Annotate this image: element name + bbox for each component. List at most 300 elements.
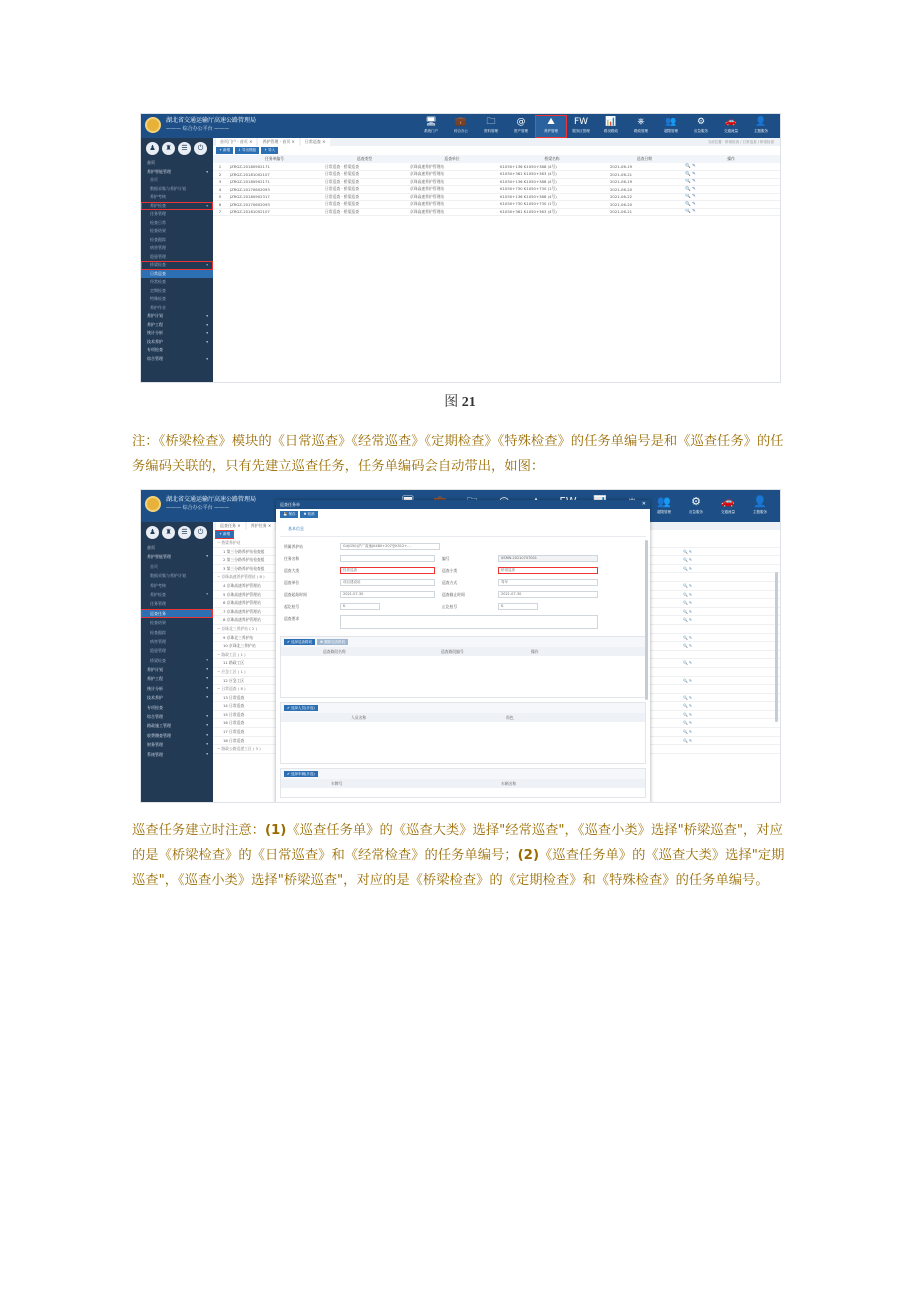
car-icon: 🚗 [725,117,737,127]
app-subtitle: ——— 综合办公平台 ——— [166,505,230,511]
chevron-down-icon: ▾ [206,203,208,208]
table-cell: K1050+136 K1050+388 (4号) [497,178,607,186]
shortcut-icon[interactable]: ♜ [162,142,175,155]
table-cell: 京珠高速养护管理站 [407,171,497,179]
table-cell: K1050+730 K1050+730 (1号) [497,186,607,194]
chevron-down-icon: ▾ [206,685,208,690]
table-cell: 2 [213,171,227,179]
table-cell: 2021-06-21 [607,208,682,216]
sidebar-item[interactable]: 技术养护 ▾ [141,338,213,347]
row-actions[interactable]: 🔍 ✎ [683,600,693,606]
tab[interactable]: 养护任务 × [247,522,276,530]
nav-item[interactable] [686,116,716,137]
task-form-modal [276,500,650,803]
sidebar-item[interactable]: 养护检查 ▾ [141,590,213,599]
nav-label: 交通流量 [724,129,738,133]
requirement-label: 巡查要求 [284,616,300,621]
table-cell: 日常巡查 · 桥梁巡查 [322,163,407,171]
nav-label: 资产管理 [514,129,528,133]
sidebar-item[interactable]: 首页 [147,160,155,165]
breadcrumb: 当前位置：桥梁检查 / 日常巡查 / 桥梁检查 [707,140,774,144]
group-row[interactable]: − 路政工区 ( 1 ) [213,651,780,660]
modal-toolbar [276,509,650,520]
start-date[interactable]: 2021-07-30 [340,591,435,598]
table-cell: K1050+361 K1050+363 (4号) [497,208,607,216]
logo-icon [145,117,161,133]
list-item[interactable]: 1 第三分路养护站检查组 🔍 ✎ [213,548,780,557]
table-row[interactable] [213,193,780,201]
table-cell: K1050+730 K1050+730 (1号) [497,201,607,209]
app-brand [145,117,256,133]
group-row[interactable]: − 应急工区 ( 1 ) [213,668,780,677]
road-icon: ⛰ [547,117,555,127]
list-item[interactable]: 18 日常巡查 🔍 ✎ [213,737,780,746]
chevron-down-icon: ▾ [206,676,208,681]
start-label: 巡查起始时间 [284,592,307,597]
sidebar-item[interactable]: 养护智能管理 ▾ [141,552,213,561]
chevron-down-icon: ▾ [206,591,208,596]
nav-label: 超限管理 [664,129,678,133]
section-button[interactable]: ✖ 删除巡查路段 [317,639,348,645]
table-cell: K1050+361 K1050+363 (4号) [497,171,607,179]
table-cell: 2021-06-20 [607,201,682,209]
sidebar-item[interactable]: 养护检查 ▾ [141,202,213,211]
row-actions[interactable]: 🔍 ✎ [682,193,780,201]
nav-item[interactable] [712,494,744,520]
to-label: 止讫桩号 [442,604,458,609]
para-rule-2: 《巡查任务单》的《巡查大类》选择"定期巡查"，《巡查小类》选择"桥梁巡查"，对应的是《桥梁检查》的《定期检查》和《特殊检查》的任务单编号。 [132,848,785,888]
sidebar-item[interactable]: 养护智能管理 ▾ [141,168,213,177]
sidebar-item[interactable]: 数据采集与养护计划 [150,573,186,579]
chevron-down-icon: ▾ [206,554,208,559]
nav-item[interactable] [536,116,566,137]
instruction-paragraph [132,818,792,893]
list-item[interactable]: 11 路政工区 🔍 ✎ [213,659,780,668]
caption-prefix: 图 [444,395,462,410]
row-actions[interactable]: 🔍 ✎ [683,582,693,588]
shortcut-icon[interactable]: ⏻ [194,526,207,539]
table-cell: JZRGZ-20180902171 [227,163,322,171]
section-routes [280,636,646,698]
sidebar-item[interactable]: 定期检查 [150,287,166,293]
table-cell: JZRGZ-20180902317 [227,193,322,201]
row-actions[interactable]: 🔍 ✎ [683,557,693,563]
row-actions[interactable]: 🔍 ✎ [683,643,693,649]
name-input[interactable] [340,555,435,562]
column-header: 人员名称 [351,715,367,720]
nav-item[interactable] [716,116,746,137]
row-actions[interactable]: 🔍 ✎ [683,565,693,571]
toolbar-button[interactable]: ⇩ 导出模板 [235,147,259,154]
table-cell: JZRGZ-20181002107 [227,171,322,179]
modal-button[interactable]: 💾 保存 [280,511,298,518]
sidebar-item[interactable]: 数据采集与养护计划 [150,185,186,191]
chevron-down-icon: ▾ [206,742,208,747]
tab[interactable]: 日常巡查 × [301,138,330,146]
unit-select[interactable]: G4(G50)沪广高速(K480+207至K512+… [340,543,440,550]
sidebar-item[interactable]: 隐患管理 [150,253,166,259]
sidebar-item[interactable]: 综合管理 ▾ [141,712,213,721]
from-input[interactable]: K [340,603,380,610]
list-item[interactable]: 9 京珠北三养护站 🔍 ✎ [213,634,780,643]
sidebar-item[interactable]: 养护计划 ▾ [141,665,213,674]
para-rule-1: 《巡查任务单》的《巡查大类》选择"经常巡查"，《巡查小类》选择"桥梁巡查"，对应的是《桥梁检查》的《日常巡查》和《经常检查》的任务单编号； [132,823,783,863]
nav-item[interactable] [596,116,626,137]
chevron-down-icon: ▾ [206,356,208,361]
sidebar-item[interactable]: 特殊检查 [150,296,166,301]
tab-bar [213,138,780,146]
sidebar-item[interactable]: 财务管理 ▾ [141,740,213,749]
nav-item[interactable] [446,116,476,137]
row-actions[interactable]: 🔍 ✎ [683,703,693,709]
toolbar-button[interactable]: + 新增 [216,147,233,154]
nav-label: 养护管理 [544,129,558,133]
table-cell: JZRGZ-20170602093 [227,201,322,209]
sidebar-item[interactable]: 养护工程 ▾ [141,321,213,330]
table-row[interactable] [213,171,780,179]
sidebar-item[interactable]: 统计分析 ▾ [141,684,213,693]
sidebar-item[interactable]: 检查结果 [150,228,166,233]
modal-title: 巡查任务单 [280,502,300,507]
nav-label: 应急服务 [694,129,708,133]
table-cell: 5 [213,193,227,201]
shortcut-icon[interactable]: ⏻ [194,142,207,155]
nav-item[interactable] [626,116,656,137]
shortcut-icon[interactable]: ☰ [178,142,191,155]
task-form [280,537,646,632]
sidebar-item[interactable]: 日常巡查 [141,270,213,279]
list-item[interactable]: 10 京珠北三养护站 🔍 ✎ [213,642,780,651]
table-cell: 2021-06-22 [607,193,682,201]
shortcut-icon[interactable]: ♟ [146,526,159,539]
sidebar-item[interactable]: 检查跟踪 [150,236,166,242]
row-actions[interactable]: 🔍 ✎ [682,208,780,216]
column-header: 车辆名称 [501,781,517,786]
screenshot-bridge-daily-inspection [140,113,781,383]
list-item[interactable]: 8 京珠高速养护管理站 🔍 ✎ [213,616,780,625]
name-label: 任务名称 [284,556,300,561]
row-actions[interactable]: 🔍 ✎ [683,677,693,683]
table-cell: 日常巡查 · 桥梁巡查 [322,208,407,216]
nav-item[interactable] [744,494,776,520]
row-actions[interactable]: 🔍 ✎ [683,591,693,597]
sidebar-item[interactable]: 检查跟踪 [150,629,166,635]
list-item[interactable]: 12 应急工区 🔍 ✎ [213,677,780,686]
car-icon: 🚗 [721,495,735,508]
row-actions[interactable]: 🔍 ✎ [682,178,780,186]
column-header: 巡查类型 [322,155,407,163]
table-cell: JZRGZ-20170602093 [227,186,322,194]
section-basic-info: 基本信息 [280,520,646,537]
row-actions[interactable]: 🔍 ✎ [683,729,693,735]
table-cell: 京珠高速养护管理站 [407,201,497,209]
sidebar-item[interactable]: 统计分析 ▾ [141,329,213,338]
folder-icon: 🗀 [486,117,496,127]
table-cell: 日常巡查 · 桥梁巡查 [322,171,407,179]
sidebar-item[interactable]: 首页 [150,177,158,182]
sidebar-item[interactable]: 任务管理 [150,601,166,607]
table-row[interactable] [213,208,780,216]
nav-label: 综合办公 [454,129,468,133]
column-header: 巡查日期 [607,155,682,163]
list-item[interactable]: 16 日常巡查 🔍 ✎ [213,719,780,728]
sidebar-item[interactable]: 专项检查 [147,704,163,710]
group-row[interactable]: − 桥梁养护站 [213,539,780,548]
table-cell: 2021-06-21 [607,171,682,179]
to-input[interactable]: K [498,603,538,610]
sidebar-item[interactable]: 桥梁检查 ▾ [141,261,213,270]
screenshot-inspection-task-form [140,489,781,803]
small-category-label: 巡查小类 [442,568,458,573]
sidebar-item[interactable]: 综合管理 ▾ [141,355,213,364]
list-item[interactable]: 17 日常巡查 🔍 ✎ [213,728,780,737]
sidebar-item[interactable]: 养护计划 ▾ [141,312,213,321]
sidebar-shortcuts [141,138,213,159]
task-table [213,155,780,216]
section-button[interactable]: ✔ 选择人员(多选) [284,705,318,711]
nav-label: 服务区管理 [572,129,590,133]
sidebar-item[interactable]: 养护作业 [150,304,166,310]
para-num-2: (2) [517,848,540,863]
sidebar-item[interactable]: 养护考核 [150,194,166,199]
row-actions[interactable]: 🔍 ✎ [683,634,693,640]
group-row[interactable]: − 京珠北三养护站 ( 2 ) [213,625,780,634]
group-row[interactable]: − 京珠高速养护管理站 ( 8 ) [213,573,780,582]
nav-label: 超限管理 [657,510,671,514]
row-actions[interactable]: 🔍 ✎ [683,720,693,726]
sidebar-item[interactable]: 首页 [147,545,155,550]
table-cell: 2021-06-19 [607,178,682,186]
nav-label: 路况路政 [604,129,618,133]
sidebar-item[interactable]: 专项检查 [147,347,163,352]
unit-label: 所属养护站 [284,544,303,549]
column-header: 巡查单位 [407,155,497,163]
sidebar-item[interactable]: 检查日常 [150,219,166,225]
toolbar [213,146,780,155]
toolbar-button[interactable]: + 新增 [216,531,233,538]
row-actions[interactable]: 🔍 ✎ [682,201,780,209]
chevron-down-icon: ▾ [206,695,208,700]
table-cell: K1050+136 K1050+388 (4号) [497,193,607,201]
section-button[interactable]: ✔ 选择车辆(多选) [284,771,318,777]
nav-label: 交通流量 [721,510,735,514]
nav-label: 资料管理 [484,129,498,133]
mode-label: 巡查方式 [442,580,458,585]
chevron-down-icon: ▾ [206,322,208,327]
table-cell: 7 [213,208,227,216]
chevron-down-icon: ▾ [206,657,208,662]
list-item[interactable]: 4 京珠高速养护管理站 🔍 ✎ [213,582,780,591]
caption-number: 21 [461,395,476,410]
tab[interactable]: 养护管理 · 首页 × [258,138,298,146]
table-cell: 3 [213,178,227,186]
app-title: 湖北省交通运输厅高速公路管理局 [166,496,257,503]
chevron-down-icon: ▾ [206,667,208,672]
toolbar-button[interactable]: ⇪ 导入 [261,147,278,154]
list-item[interactable]: 5 京珠高速养护管理站 🔍 ✎ [213,591,780,600]
user-icon: 👤 [753,495,767,508]
sidebar-shortcuts [141,522,213,543]
shortcut-icon[interactable]: ♜ [162,526,175,539]
nav-item[interactable] [566,116,596,137]
chart-icon: 📊 [605,117,617,127]
chevron-down-icon: ▾ [206,169,208,174]
note-paragraph: 注：《桥梁检查》模块的《日常巡查》《经常巡查》《定期检查》《特殊检查》的任务单编号是和《巡查任务》的任务编码关联的，只有先建立巡查任务，任务单编码会自动带出，如图： [132,434,784,474]
requirement-textarea[interactable] [340,615,598,629]
small-category-select[interactable]: 桥梁巡查 [498,567,598,574]
modal-header [276,500,650,509]
sidebar [141,522,213,802]
section-people [280,702,646,764]
tab[interactable]: 首页门户 · 首页 × [216,138,256,146]
group-row[interactable]: − 日常巡查 ( 8 ) [213,685,780,694]
gear-icon: ⚙ [696,117,706,127]
sidebar-item[interactable]: 技术养护 ▾ [141,693,213,702]
tab[interactable]: 巡查任务 × [216,522,245,530]
sidebar-item[interactable]: 养护工程 ▾ [141,674,213,683]
sidebar-item[interactable]: 巡查任务 [141,609,213,618]
column-header [213,155,227,163]
column-header: 巡查路段编号 [441,649,464,654]
gear-icon: ⚙ [691,495,701,508]
table-cell: 京珠高速养护管理站 [407,163,497,171]
chevron-down-icon: ▾ [206,751,208,756]
group-row[interactable]: − 路政公路巡逻工区 ( 3 ) [213,745,780,754]
nav-label: 主题服务 [753,510,767,514]
nav-item[interactable] [648,494,680,520]
close-icon[interactable]: ✕ [641,501,646,507]
figure-caption [0,391,920,411]
top-nav [416,116,776,137]
table-cell: 日常巡查 · 桥梁巡查 [322,186,407,194]
briefcase-icon: 💼 [455,117,467,127]
column-header: 巡查路段名称 [323,649,346,654]
column-header: 车牌号 [331,781,343,786]
sidebar-item[interactable]: 经常检查 [150,279,166,284]
row-actions[interactable]: 🔍 ✎ [683,694,693,700]
mode-select[interactable]: 驾车 [498,579,598,586]
list-item[interactable]: 14 日常巡查 🔍 ✎ [213,702,780,711]
logo-icon [145,496,161,512]
sidebar-item[interactable]: 首页 [150,563,158,569]
shortcut-icon[interactable]: ♟ [146,142,159,155]
scrollbar[interactable] [775,572,778,722]
section-button[interactable]: ✔ 选择巡查路段 [284,639,315,645]
main-panel [213,138,780,382]
nav-label: 应急服务 [689,510,703,514]
nav-label: 路政管理 [634,129,648,133]
column-header: 角色 [506,715,514,720]
app-subtitle: ——— 综合办公平台 ——— [166,126,230,132]
sidebar-item[interactable]: 系统管理 ▾ [141,750,213,759]
app-header [141,114,780,138]
row-actions[interactable]: 🔍 ✎ [682,186,780,194]
end-date[interactable]: 2021-07-30 [498,591,598,598]
table-row[interactable] [213,178,780,186]
table-cell: 京珠高速养护管理站 [407,178,497,186]
column-header: 桥梁名称 [497,155,607,163]
sidebar-item[interactable]: 路政施工管理 ▾ [141,721,213,730]
row-actions[interactable]: 🔍 ✎ [683,548,693,554]
people-icon: 👥 [657,495,671,508]
dept-select[interactable]: 项目建设站 [340,579,435,586]
list-item[interactable]: 15 日常巡查 🔍 ✎ [213,711,780,720]
nav-item[interactable] [506,116,536,137]
list-item[interactable]: 6 京珠高速养护管理站 🔍 ✎ [213,599,780,608]
code-input[interactable]: XSRW-20210707001 [498,555,598,562]
sidebar-item[interactable]: 隐患管理 [150,648,166,654]
big-category-label: 巡查大类 [284,568,300,573]
table-cell: JZRGZ-20180902171 [227,178,322,186]
table-cell: 6 [213,201,227,209]
app-title: 湖北省交通运输厅高速公路管理局 [166,117,257,124]
table-row[interactable] [213,163,780,171]
nav-item[interactable] [746,116,776,137]
row-actions[interactable]: 🔍 ✎ [682,171,780,179]
shortcut-icon[interactable]: ☰ [178,526,191,539]
sidebar-item[interactable]: 检查结果 [150,620,166,626]
chevron-down-icon: ▾ [206,314,208,318]
sidebar-item[interactable]: 养护考核 [150,582,166,588]
table-cell: 京珠高速养护管理站 [407,193,497,201]
big-category-select[interactable]: 经常巡查 [340,567,435,574]
sidebar-item[interactable]: 桥梁检查 ▾ [141,656,213,665]
modal-button[interactable]: ✖ 取消 [300,511,317,518]
list-item[interactable]: 7 京珠高速养护管理站 🔍 ✎ [213,608,780,617]
chevron-down-icon: ▾ [206,723,208,728]
table-cell: 京珠高速养护管理站 [407,208,497,216]
fw-icon: FW [573,117,589,127]
row-actions[interactable]: 🔍 ✎ [683,711,693,717]
table-row[interactable] [213,186,780,194]
row-actions[interactable]: 🔍 ✎ [682,163,780,171]
table-cell: 京珠高速养护管理站 [407,186,497,194]
nav-item[interactable] [656,116,686,137]
table-cell: 4 [213,186,227,194]
nav-item[interactable] [416,116,446,137]
sidebar-item[interactable]: 任务管理 [150,211,166,216]
sidebar-item[interactable]: 收费稽查管理 ▾ [141,731,213,740]
table-cell: 日常巡查 · 桥梁巡查 [322,178,407,186]
row-actions[interactable]: 🔍 ✎ [683,608,693,614]
row-actions[interactable]: 🔍 ✎ [683,737,693,743]
list-item[interactable]: 2 第三分路养护站检查组 🔍 ✎ [213,556,780,565]
nav-label: 主题服务 [754,129,768,133]
row-actions[interactable]: 🔍 ✎ [683,660,693,666]
table-cell: K1050+136 K1050+388 (4号) [497,163,607,171]
sidebar-item[interactable]: 病害管理 [150,245,166,250]
chevron-down-icon: ▾ [206,263,208,267]
para-intro: 巡查任务建立时注意： [132,823,265,838]
list-item[interactable]: 3 第三分路养护站检查组 🔍 ✎ [213,565,780,574]
table-cell: 1 [213,163,227,171]
table-row[interactable] [213,201,780,209]
modal-scrollbar[interactable] [645,540,648,700]
sidebar-item[interactable]: 病害管理 [150,638,166,644]
sidebar [141,138,213,382]
nav-item[interactable] [680,494,712,520]
table-cell: JZRGZ-20181002107 [227,208,322,216]
chevron-down-icon: ▾ [206,331,208,335]
chevron-down-icon: ▾ [206,714,208,719]
row-actions[interactable]: 🔍 ✎ [683,617,693,623]
nav-item[interactable] [476,116,506,137]
people-icon: 👥 [665,117,677,127]
app-brand [145,496,256,512]
column-header: 操作 [682,155,780,163]
code-label: 编号 [442,556,450,561]
list-item[interactable]: 13 日常巡查 🔍 ✎ [213,694,780,703]
